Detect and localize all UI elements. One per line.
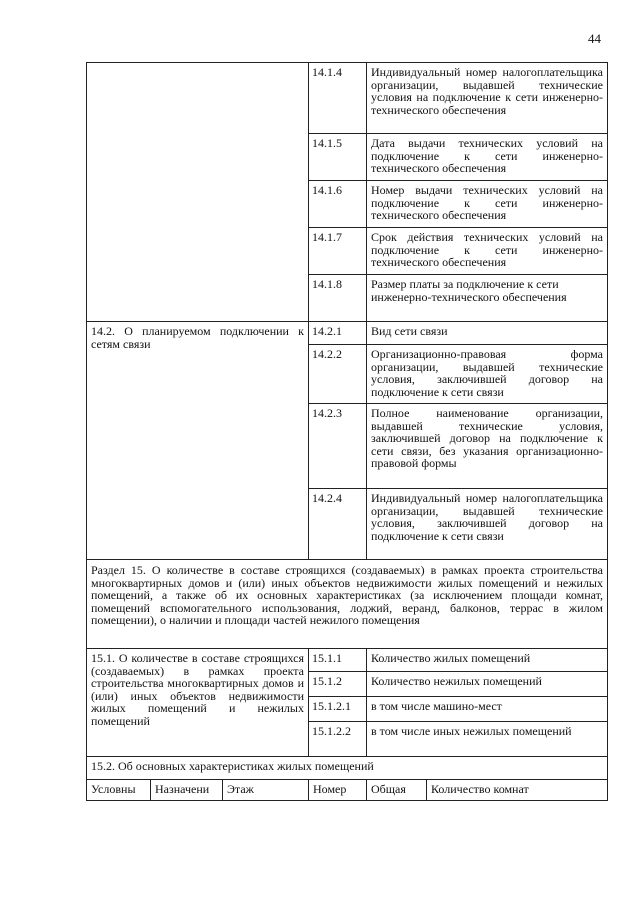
row-code: 14.1.7 [309, 228, 367, 275]
row-code: 14.2.2 [309, 345, 367, 404]
row-code: 14.1.5 [309, 134, 367, 181]
column-header: Номер [309, 780, 367, 801]
row-text: Номер выдачи технических условий на подключение к сети инженерно-технического обеспечения [367, 181, 608, 228]
table-row [87, 63, 608, 134]
section-15-1-title: 15.1. О количестве в составе строящихся (создаваемых) в рамках проекта строительства многоквартирных домов и (или) иных объектов недвижимости жилых помещений и нежилых помещений [87, 649, 309, 757]
table-row [87, 322, 608, 345]
row-code: 14.1.4 [309, 63, 367, 134]
document-table [86, 62, 608, 801]
column-header: Количество комнат [427, 780, 608, 801]
section-15-2-title: 15.2. Об основных характеристиках жилых помещений [87, 757, 608, 780]
row-code: 15.1.2 [309, 672, 367, 697]
row-text: Срок действия технических условий на подключение к сети инженерно-технического обеспечения [367, 228, 608, 275]
section-15-title: Раздел 15. О количестве в составе строящихся (создаваемых) в рамках проекта строительства многоквартирных домов и (или) иных объектов недвижимости жилых помещений и нежилых помещений, а также об их основных характеристиках (за исключением площади комнат, помещений вспомогательного использования, лоджий, веранд, балконов, террас в жилом помещении), о наличии и площади частей нежилого помещения [87, 560, 608, 649]
table-row [87, 757, 608, 780]
page-number: 44 [588, 31, 601, 46]
row-text: Вид сети связи [367, 322, 608, 345]
row-code: 15.1.2.2 [309, 722, 367, 757]
row-text: Индивидуальный номер налогоплательщика организации, выдавшей технические условия, заключившей договор на подключение к сети связи [367, 489, 608, 560]
row-code: 14.2.3 [309, 404, 367, 489]
column-header: Этаж [223, 780, 309, 801]
row-code: 14.2.1 [309, 322, 367, 345]
row-code: 14.2.4 [309, 489, 367, 560]
row-text: Дата выдачи технических условий на подключение к сети инженерно-технического обеспечения [367, 134, 608, 181]
table-row [87, 560, 608, 649]
column-header: Назначени [151, 780, 223, 801]
row-text: Количество жилых помещений [367, 649, 608, 672]
column-header: Общая [367, 780, 427, 801]
row-code: 15.1.2.1 [309, 697, 367, 722]
table-row [87, 649, 608, 672]
row-text: Размер платы за подключение к сети инженерно-технического обеспечения [367, 275, 608, 322]
row-text: Полное наименование организации, выдавшей технические условия, заключившей договор на подключение к сети связи, без указания организационно-правовой формы [367, 404, 608, 489]
column-header-row [87, 780, 608, 801]
row-text: в том числе машино-мест [367, 697, 608, 722]
column-header: Условны [87, 780, 151, 801]
row-text: Организационно-правовая форма организации, выдавшей технические условия, заключившей договор на подключение к сети связи [367, 345, 608, 404]
empty-cell [87, 63, 309, 322]
row-code: 15.1.1 [309, 649, 367, 672]
row-text: Индивидуальный номер налогоплательщика организации, выдавшей технические условия на подключение к сети инженерно-технического обеспечения [367, 63, 608, 134]
row-text: в том числе иных нежилых помещений [367, 722, 608, 757]
section-14-2-title: 14.2. О планируемом подключении к сетям связи [87, 322, 309, 560]
row-code: 14.1.8 [309, 275, 367, 322]
row-code: 14.1.6 [309, 181, 367, 228]
row-text: Количество нежилых помещений [367, 672, 608, 697]
